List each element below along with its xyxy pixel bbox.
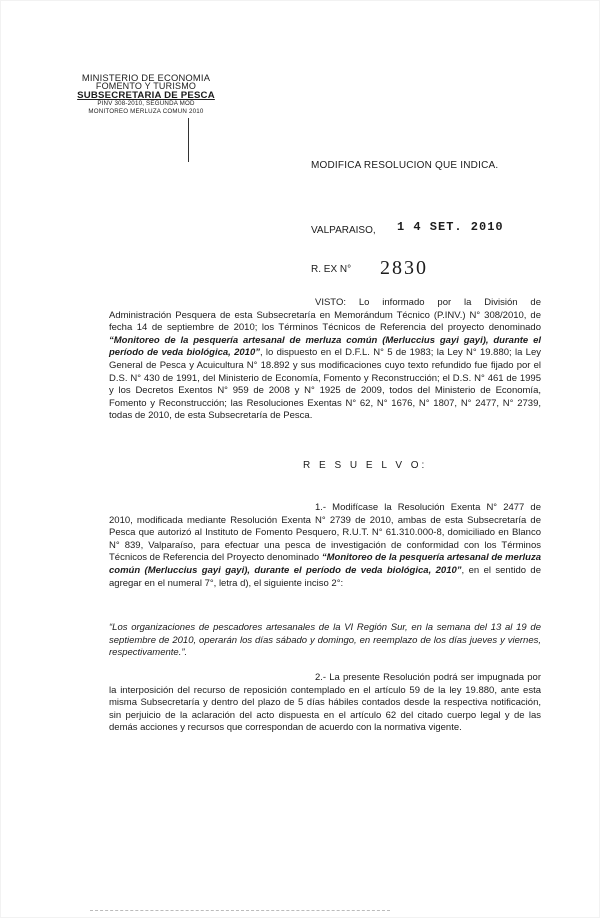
article-2-paragraph: 2.- La presente Resolución podrá ser impugnada por la interposición del recurso de reposición contemplado en el artículo 59 de la ley 19.880, ante esta misma Subsecretaría y dentro del plazo de 5 días hábiles contados desde la respectiva notificación, sin perjuicio de la aclaración del acto dispuesta en el artículo 62 del citado cuerpo legal y de las demás acciones y recursos que correspondan de acuerdo con la normativa vigente. [109, 672, 541, 734]
visto-text-b: , lo dispuesto en el D.F.L. N° 5 de 1983; la Ley N° 19.880; la Ley General de Pesca y Acuicultura N° 18.892 y sus modificaciones cuyo texto refundido fue fijado por el D.S. N° 430 de 1991, del Ministerio de Economía, Fomento y Reconstrucción; el D.S. N° 461 de 1995 y los Decretos Exentos N° 959 de 2008 y N° 1925 de 2009, todos del Ministerio de Economía, Fomento y Reconstrucción; las Resoluciones Exentas N° 62, N° 1676, N° 1807, N° 2477, N° 2739, todas de 2010, de esta Subsecretaría de Pesca. [109, 347, 541, 422]
handwritten-stroke [188, 118, 189, 162]
scan-footer-line [90, 910, 390, 913]
date-stamp: 1 4 SET. 2010 [397, 220, 504, 234]
header-reference: PINV 308-2010, SEGUNDA MOD [97, 100, 195, 107]
header-ministry: MINISTERIO DE ECONOMIA [81, 72, 211, 83]
header-project: MONITOREO MERLUZA COMUN 2010 [88, 107, 204, 115]
resuelvo-heading: R E S U E L V O: [303, 460, 428, 471]
article-1-text-b: , en el sentido de agregar en el numeral 7°, letra d), el siguiente inciso 2°: [109, 564, 541, 589]
ministry-header [66, 73, 226, 115]
resolution-subject: MODIFICA RESOLUCION QUE INDICA. [311, 160, 499, 171]
visto-paragraph [109, 297, 541, 423]
article-1-paragraph [109, 502, 541, 590]
place-label: VALPARAISO, [311, 225, 376, 236]
inserted-clause-quote: “Los organizaciones de pescadores artesanales de la VI Región Sur, en la semana del 13 al 19 de septiembre de 2010, operarán los días sábado y domingo, en reemplazo de los días jueves y viernes, respectivamente.”. [109, 622, 541, 659]
article-1-text-a: 1.- Modifícase la Resolución Exenta N° 2477 de 2010, modificada mediante Resolución Exenta N° 2739 de 2010, ambas de esta Subsecretaría de Pesca que autorizó al Instituto de Fomento Pesquero, R.U.T. N° 61.310.000-8, domiciliado en Blanco N° 839, Valparaíso, para efectuar una pesca de investigación de conformidad con los Términos Técnicos de Referencia del Proyecto denominado [109, 502, 541, 564]
visto-text-a: VISTO: Lo informado por la División de Administración Pesquera de esta Subsecretaría en Memorándum Técnico (P.INV.) N° 308/2010, de fecha 14 de septiembre de 2010; los Términos Técnicos de Referencia del proyecto denominado [109, 297, 541, 334]
article-1-project-title: “Monitoreo de la pesquería artesanal de merluza común (Merluccius gayi gayi), durante el período de veda biológica, 2010” [109, 552, 541, 576]
header-fomento: FOMENTO Y TURISMO [95, 81, 197, 91]
header-subsecretaria: SUBSECRETARIA DE PESCA [77, 90, 215, 101]
rex-label: R. EX N° [311, 264, 352, 275]
rex-number: 2830 [380, 257, 428, 279]
visto-project-title: “Monitoreo de la pesquería artesanal de merluza común (Merluccius gayi gayi), durante el período de veda biológica, 2010” [109, 334, 541, 359]
